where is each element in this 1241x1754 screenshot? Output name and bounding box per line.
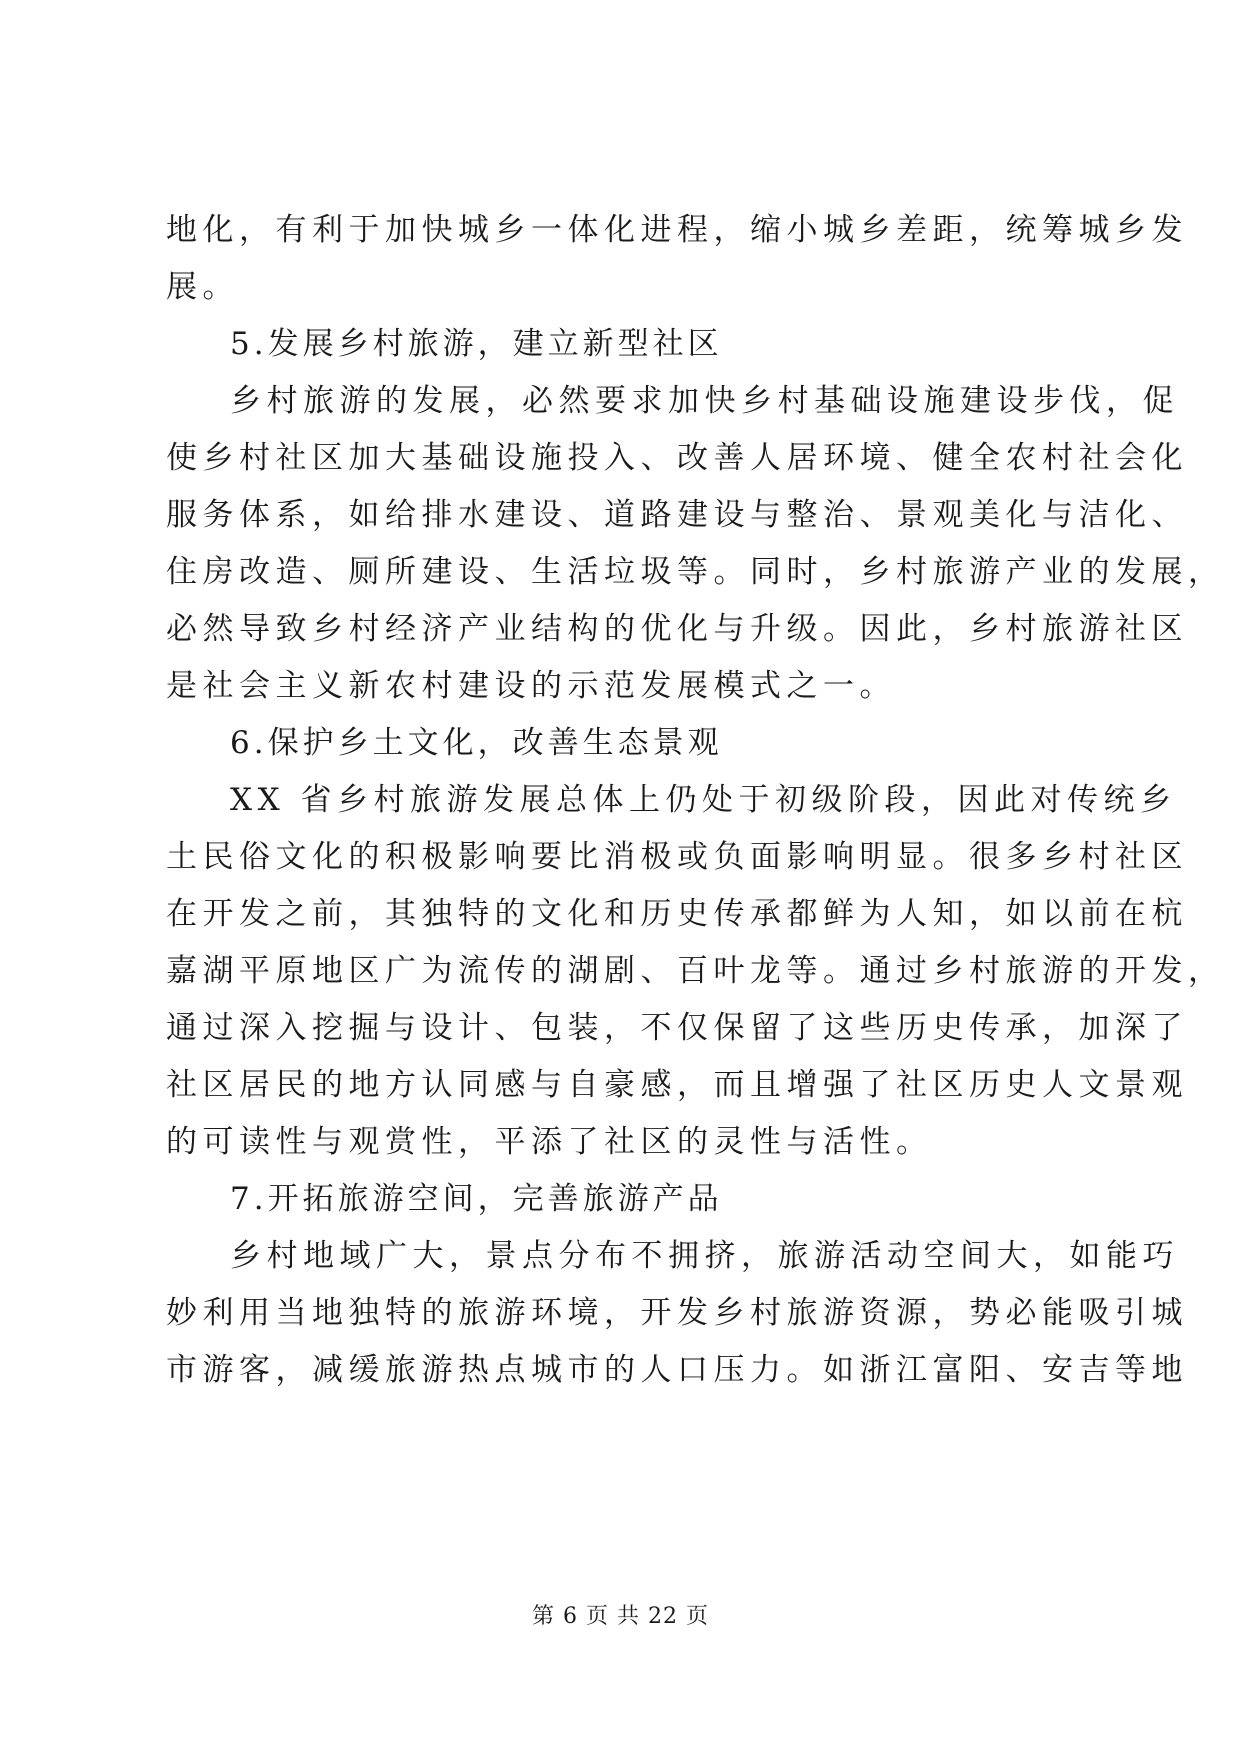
text-line: 社区居民的地方认同感与自豪感，而且增强了社区历史人文景观: [166, 1067, 1188, 1103]
text-line: XX 省乡村旅游发展总体上仍处于初级阶段，因此对传统乡: [230, 782, 1177, 818]
text-line: 乡村旅游的发展，必然要求加快乡村基础设施建设步伐，促: [230, 383, 1179, 419]
page-number-footer: 第 6 页 共 22 页: [532, 1604, 709, 1629]
text-line: 是社会主义新农村建设的示范发展模式之一。: [166, 668, 896, 704]
text-line: 展。: [166, 269, 239, 305]
section-heading: 7.开拓旅游空间，完善旅游产品: [230, 1181, 723, 1217]
text-line: 服务体系，如给排水建设、道路建设与整治、景观美化与洁化、: [166, 497, 1188, 533]
text-line: 必然导致乡村经济产业结构的优化与升级。因此，乡村旅游社区: [166, 611, 1188, 647]
text-line: 的可读性与观赏性，平添了社区的灵性与活性。: [166, 1124, 933, 1160]
text-line: 地化，有利于加快城乡一体化进程，缩小城乡差距，统筹城乡发: [166, 212, 1188, 248]
text-line: 嘉湖平原地区广为流传的湖剧、百叶龙等。通过乡村旅游的开发，: [166, 953, 1225, 989]
text-line: 土民俗文化的积极影响要比消极或负面影响明显。很多乡村社区: [166, 839, 1188, 875]
text-line: 使乡村社区加大基础设施投入、改善人居环境、健全农村社会化: [166, 440, 1188, 476]
text-line: 通过深入挖掘与设计、包装，不仅保留了这些历史传承，加深了: [166, 1010, 1188, 1046]
text-line: 乡村地域广大，景点分布不拥挤，旅游活动空间大，如能巧: [230, 1238, 1179, 1274]
section-heading: 5.发展乡村旅游，建立新型社区: [230, 326, 723, 362]
text-line: 市游客，减缓旅游热点城市的人口压力。如浙江富阳、安吉等地: [166, 1352, 1188, 1388]
text-line: 住房改造、厕所建设、生活垃圾等。同时，乡村旅游产业的发展，: [166, 554, 1225, 590]
section-heading: 6.保护乡土文化，改善生态景观: [230, 725, 723, 761]
text-line: 妙利用当地独特的旅游环境，开发乡村旅游资源，势必能吸引城: [166, 1295, 1188, 1331]
text-line: 在开发之前，其独特的文化和历史传承都鲜为人知，如以前在杭: [166, 896, 1188, 932]
